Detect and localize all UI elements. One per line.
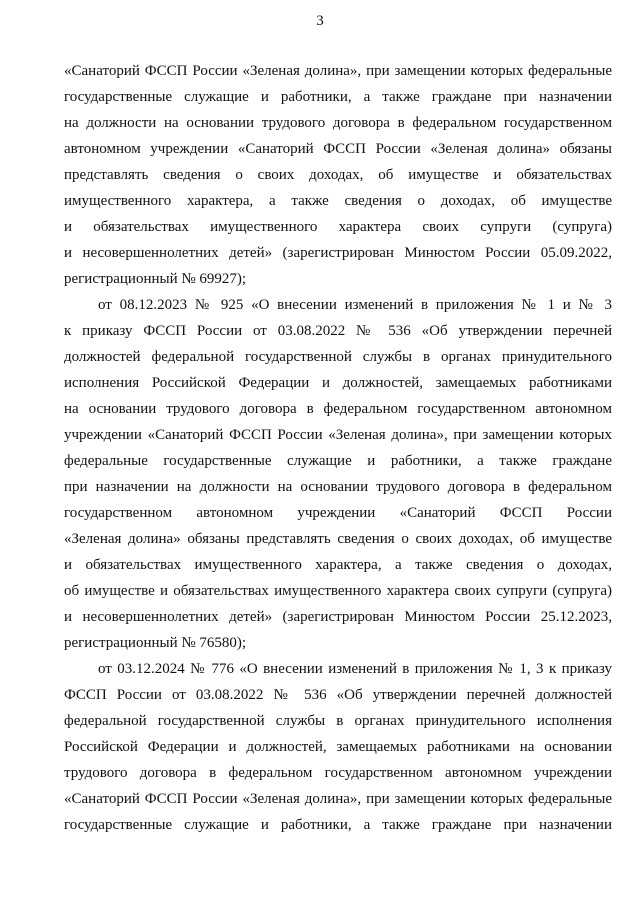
text-line: и несовершеннолетних детей» (зарегистрирован Минюстом России 05.09.2022, [64, 245, 612, 261]
text-line: учреждении «Санаторий ФССП России «Зеленая долина», при замещении которых [64, 427, 612, 443]
text-line: автономном учреждении «Санаторий ФССП России «Зеленая долина» обязаны [64, 141, 612, 157]
text-line: об имуществе и обязательствах имущественного характера своих супруги (супруга) [64, 583, 612, 599]
text-line: на должности на основании трудового договора в федеральном государственном [64, 115, 612, 131]
text-line: исполнения Российской Федерации и должностей, замещаемых работниками [64, 375, 612, 391]
text-line: «Зеленая долина» обязаны представлять сведения о своих доходах, об имуществе [64, 531, 612, 547]
text-line: и обязательствах имущественного характера своих супруги (супруга) [64, 219, 612, 235]
text-line: от 08.12.2023 № 925 «О внесении изменений в приложения № 1 и № 3 [98, 297, 612, 313]
text-line: на основании трудового договора в федеральном государственном автономном [64, 401, 612, 417]
text-line: «Санаторий ФССП России «Зеленая долина», при замещении которых федеральные [64, 791, 612, 807]
document-body [64, 58, 612, 838]
text-line: федеральные государственные служащие и работники, а также граждане [64, 453, 612, 469]
text-line: регистрационный № 76580); [64, 635, 247, 651]
text-line: к приказу ФССП России от 03.08.2022 № 536 «Об утверждении перечней [64, 323, 612, 339]
text-line: государственные служащие и работники, а также граждане при назначении [64, 817, 612, 833]
text-line: должностей федеральной государственной службы в органах принудительного [64, 349, 612, 365]
text-line: федеральной государственной службы в органах принудительного исполнения [64, 713, 612, 729]
text-line: ФССП России от 03.08.2022 № 536 «Об утверждении перечней должностей [64, 687, 612, 703]
text-line: при назначении на должности на основании трудового договора в федеральном [64, 479, 612, 495]
text-line: и обязательствах имущественного характера, а также сведения о доходах, [64, 557, 612, 573]
text-line: представлять сведения о своих доходах, об имуществе и обязательствах [64, 167, 612, 183]
text-line: государственном автономном учреждении «Санаторий ФССП России [64, 505, 612, 521]
text-line: государственные служащие и работники, а также граждане при назначении [64, 89, 612, 105]
text-line: регистрационный № 69927); [64, 271, 247, 287]
text-line: и несовершеннолетних детей» (зарегистрирован Минюстом России 25.12.2023, [64, 609, 612, 625]
text-line: от 03.12.2024 № 776 «О внесении изменений в приложения № 1, 3 к приказу [98, 661, 612, 677]
text-line: «Санаторий ФССП России «Зеленая долина», при замещении которых федеральные [64, 63, 612, 79]
text-line: трудового договора в федеральном государственном автономном учреждении [64, 765, 612, 781]
page-number: 3 [316, 13, 324, 29]
text-line: Российской Федерации и должностей, замещаемых работниками на основании [64, 739, 612, 755]
text-line: имущественного характера, а также сведения о доходах, об имуществе [64, 193, 612, 209]
